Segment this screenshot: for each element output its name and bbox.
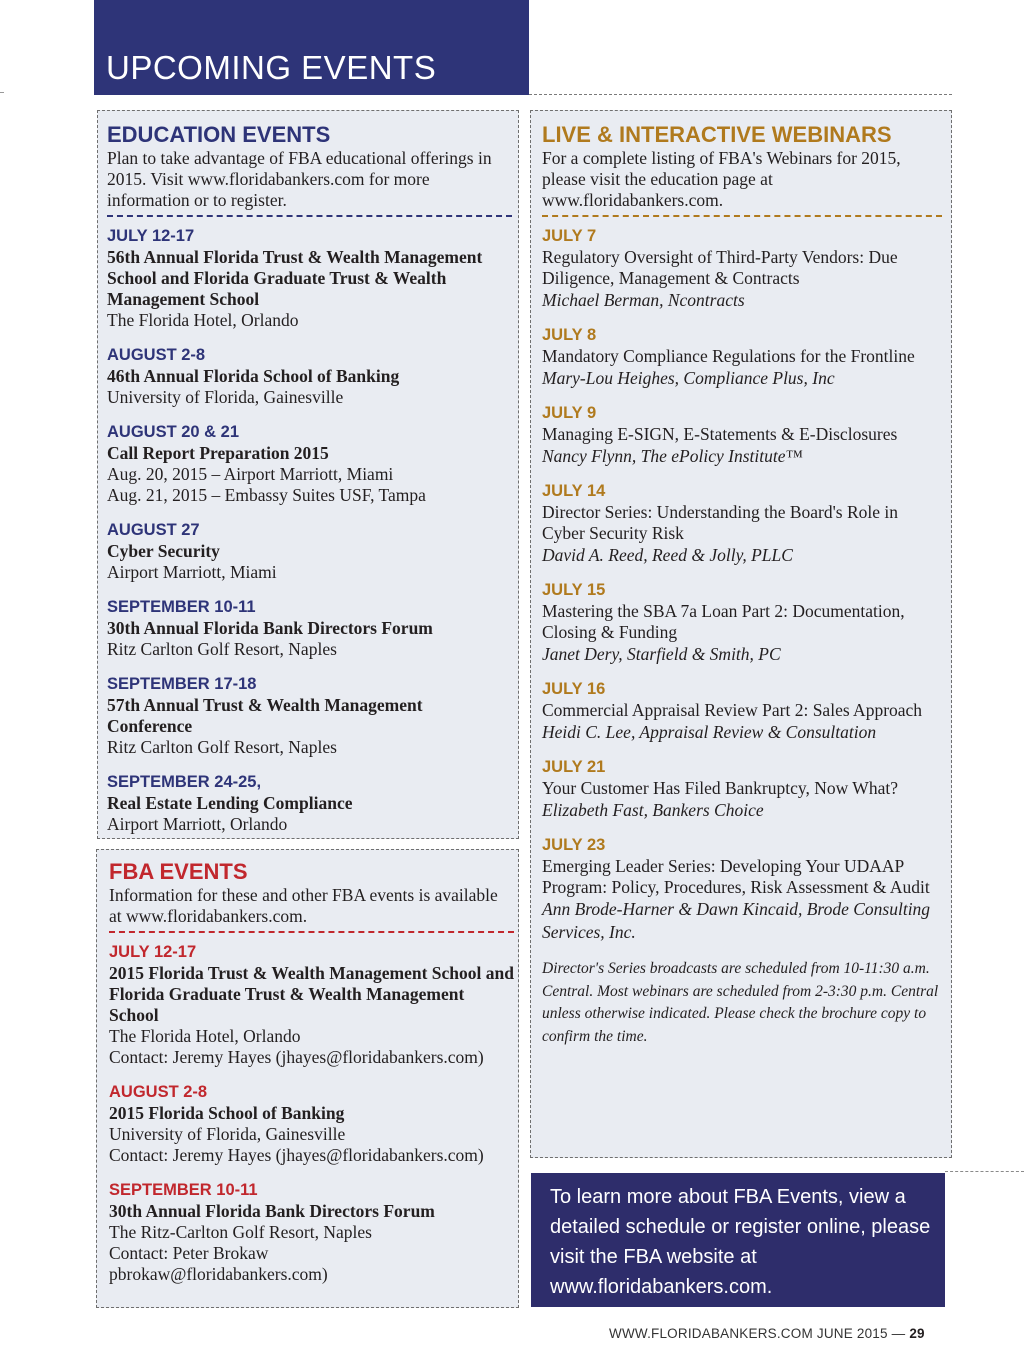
event-speaker: Mary-Lou Heighes, Compliance Plus, Inc — [542, 368, 835, 388]
event-date: SEPTEMBER 17-18 — [107, 675, 257, 693]
webinars-intro: For a complete listing of FBA's Webinars for 2015, please visit the education page at www.floridabankers.com. — [542, 148, 901, 210]
event-speaker: Heidi C. Lee, Appraisal Review & Consultation — [542, 722, 877, 742]
header-banner — [94, 0, 529, 95]
event-speaker: Michael Berman, Ncontracts — [542, 290, 745, 310]
event-location: The Florida Hotel, Orlando — [107, 310, 299, 330]
event-title: 2015 Florida School of Banking — [109, 1103, 345, 1123]
event-location: The Florida Hotel, Orlando — [109, 1026, 301, 1046]
event-location: Ritz Carlton Golf Resort, Naples — [107, 737, 337, 757]
footer-site: WWW.FLORIDABANKERS.COM — [609, 1326, 813, 1341]
event-date: JULY 12-17 — [107, 227, 195, 245]
event-location: University of Florida, Gainesville — [107, 387, 344, 407]
footer-issue: JUNE 2015 — — [816, 1326, 906, 1341]
event-title: Mastering the SBA 7a Loan Part 2: Documentation, Closing & Funding — [542, 601, 905, 642]
event-date: JULY 9 — [542, 404, 597, 422]
event-location: University of Florida, Gainesville — [109, 1124, 346, 1144]
event-date: SEPTEMBER 10-11 — [107, 598, 256, 616]
event-date: JULY 16 — [542, 680, 606, 698]
education-event — [107, 596, 512, 660]
page-footer — [609, 1326, 925, 1341]
event-title: 57th Annual Trust & Wealth Management Conference — [107, 695, 423, 736]
event-title: 30th Annual Florida Bank Directors Forum — [107, 618, 433, 638]
webinar-event — [542, 756, 942, 822]
event-speaker: Janet Dery, Starfield & Smith, PC — [542, 644, 781, 664]
webinar-event — [542, 480, 942, 567]
event-title: Regulatory Oversight of Third-Party Vendors: Due Diligence, Management & Contracts — [542, 247, 898, 288]
event-title: Emerging Leader Series: Developing Your UDAAP Program: Policy, Procedures, Risk Assessment & Audit — [542, 856, 930, 897]
education-event — [107, 519, 512, 583]
header-rule — [529, 94, 952, 95]
event-location: Aug. 20, 2015 – Airport Marriott, Miami — [107, 464, 394, 484]
education-event — [107, 225, 512, 331]
event-title: Commercial Appraisal Review Part 2: Sales Approach — [542, 700, 923, 720]
webinars-heading: LIVE & INTERACTIVE WEBINARS — [542, 122, 892, 147]
cta-rule — [945, 1171, 1024, 1172]
event-contact: Contact: Peter Brokaw — [109, 1243, 269, 1263]
event-title: Your Customer Has Filed Bankruptcy, Now What? — [542, 778, 898, 798]
education-event — [107, 673, 512, 758]
event-date: SEPTEMBER 24-25, — [107, 773, 262, 791]
event-date: SEPTEMBER 10-11 — [109, 1181, 258, 1199]
event-title: 30th Annual Florida Bank Directors Forum — [109, 1201, 435, 1221]
education-heading: EDUCATION EVENTS — [107, 122, 331, 147]
callout-text: To learn more about FBA Events, view a detailed schedule or register online, please visit the FBA website at www.floridabankers.com. — [550, 1186, 931, 1298]
event-location-2: Aug. 21, 2015 – Embassy Suites USF, Tampa — [107, 485, 426, 505]
event-contact: Contact: Jeremy Hayes (jhayes@floridabankers.com) — [109, 1145, 484, 1165]
fba-event — [109, 1081, 514, 1166]
event-title: Managing E-SIGN, E-Statements & E-Disclosures — [542, 424, 898, 444]
event-date: JULY 8 — [542, 326, 597, 344]
webinars-divider — [542, 215, 942, 217]
event-contact-email: pbrokaw@floridabankers.com) — [109, 1264, 328, 1284]
fba-divider — [109, 931, 514, 933]
education-event — [107, 771, 512, 835]
learn-more-callout — [531, 1173, 945, 1307]
event-speaker: David A. Reed, Reed & Jolly, PLLC — [542, 545, 793, 565]
page-title: UPCOMING EVENTS — [106, 49, 437, 86]
event-date: AUGUST 2-8 — [107, 346, 206, 364]
event-date: AUGUST 2-8 — [109, 1083, 208, 1101]
fba-intro: Information for these and other FBA events is available at www.floridabankers.com. — [109, 885, 498, 926]
webinar-event — [542, 402, 942, 468]
event-title: Director Series: Understanding the Board's Role in Cyber Security Risk — [542, 502, 898, 543]
webinar-event — [542, 225, 942, 312]
webinar-event — [542, 579, 942, 666]
education-event — [107, 421, 512, 506]
event-speaker: Nancy Flynn, The ePolicy Institute™ — [542, 446, 803, 466]
page-number: 29 — [909, 1326, 925, 1341]
event-speaker: Ann Brode-Harner & Dawn Kincaid, Brode Consulting Services, Inc. — [542, 899, 931, 942]
event-date: JULY 12-17 — [109, 943, 197, 961]
event-location: Ritz Carlton Golf Resort, Naples — [107, 639, 337, 659]
education-event — [107, 344, 512, 408]
webinars-panel — [530, 110, 952, 1158]
education-divider — [107, 215, 512, 217]
event-title: 56th Annual Florida Trust & Wealth Management School and Florida Graduate Trust & Wealth Management School — [107, 247, 483, 309]
event-location: Airport Marriott, Miami — [107, 562, 277, 582]
webinars-schedule-note: Director's Series broadcasts are scheduled from 10-11:30 a.m. Central. Most webinars are scheduled from 2-3:30 p.m. Central unless otherwise indicated. Please check the brochure copy to confirm the time. — [542, 960, 939, 1045]
event-title: Cyber Security — [107, 541, 220, 561]
event-date: JULY 7 — [542, 227, 597, 245]
education-intro: Plan to take advantage of FBA educational offerings in 2015. Visit www.floridabankers.com for more information or to register. — [107, 148, 492, 210]
education-events-panel — [97, 110, 519, 839]
event-speaker: Elizabeth Fast, Bankers Choice — [542, 800, 764, 820]
event-title: 2015 Florida Trust & Wealth Management School and Florida Graduate Trust & Wealth Management School — [109, 963, 514, 1025]
margin-mark — [0, 92, 4, 93]
event-date: AUGUST 27 — [107, 521, 200, 539]
event-title: 46th Annual Florida School of Banking — [107, 366, 400, 386]
event-title: Mandatory Compliance Regulations for the Frontline — [542, 346, 915, 366]
event-contact: Contact: Jeremy Hayes (jhayes@floridabankers.com) — [109, 1047, 484, 1067]
event-date: JULY 23 — [542, 836, 606, 854]
event-date: JULY 21 — [542, 758, 606, 776]
fba-event — [109, 1179, 514, 1285]
event-date: JULY 14 — [542, 482, 606, 500]
fba-heading: FBA EVENTS — [109, 859, 248, 884]
fba-event — [109, 941, 514, 1068]
event-title: Real Estate Lending Compliance — [107, 793, 353, 813]
webinar-event — [542, 324, 942, 390]
event-location: The Ritz-Carlton Golf Resort, Naples — [109, 1222, 372, 1242]
event-date: AUGUST 20 & 21 — [107, 423, 240, 441]
webinar-event — [542, 834, 942, 944]
webinar-event — [542, 678, 942, 744]
event-location: Airport Marriott, Orlando — [107, 814, 288, 834]
event-date: JULY 15 — [542, 581, 606, 599]
event-title: Call Report Preparation 2015 — [107, 443, 329, 463]
fba-events-panel — [96, 849, 519, 1308]
